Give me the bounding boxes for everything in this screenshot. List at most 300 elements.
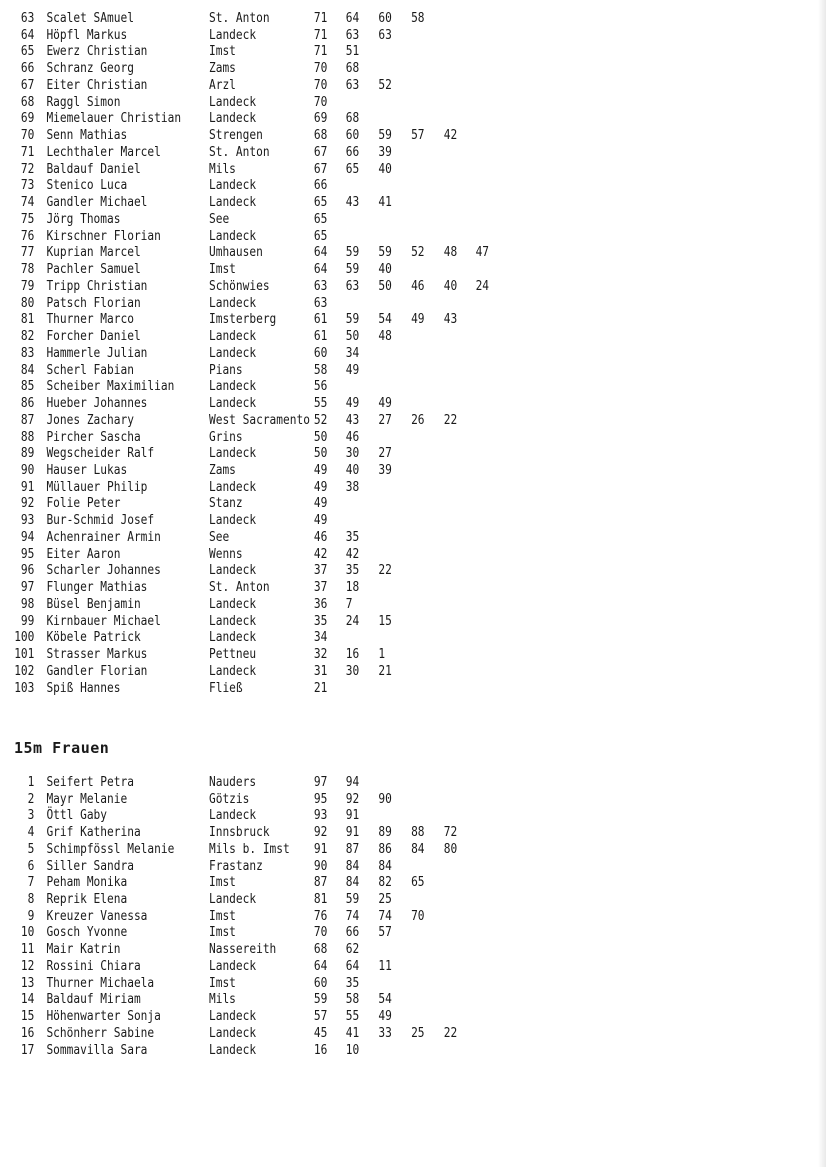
score-cell: 58 [313, 362, 328, 378]
athlete-name: Scalet SAmuel [46, 11, 134, 26]
score-cell: 70 [313, 77, 328, 93]
score-cell: 84 [345, 858, 360, 874]
score-cell: 57 [313, 1009, 328, 1025]
athlete-name: Stenico Luca [46, 178, 128, 194]
rank-cell: 8 [27, 892, 35, 908]
rank-cell: 3 [27, 808, 35, 824]
score-cell: 37 [313, 563, 328, 579]
club-name: Nauders [208, 775, 257, 790]
score-cell: 55 [313, 396, 328, 412]
athlete-name: Sommavilla Sara [46, 1042, 148, 1058]
score-cell: 59 [313, 992, 328, 1008]
athlete-name: Baldauf Miriam [46, 992, 141, 1008]
rank-cell: 87 [20, 412, 35, 428]
club-name: Mils [208, 161, 236, 177]
score-cell: 37 [313, 580, 328, 596]
score-cell: 35 [313, 613, 328, 629]
score-cell: 97 [313, 775, 328, 790]
score-cell: 50 [378, 278, 392, 294]
score-cell: 64 [313, 958, 328, 974]
score-cell: 25 [411, 1025, 425, 1041]
rank-cell: 14 [20, 992, 35, 1008]
club-name: Landeck [208, 379, 257, 395]
athlete-name: Gandler Michael [46, 195, 148, 211]
score-cell: 11 [378, 958, 392, 974]
score-cell: 90 [378, 791, 392, 807]
score-cell: 41 [378, 195, 392, 211]
score-cell: 63 [345, 77, 360, 93]
club-name: Landeck [208, 513, 257, 529]
club-name: Fließ [208, 680, 243, 696]
score-cell: 60 [313, 345, 328, 361]
rank-cell: 65 [20, 44, 35, 60]
athlete-name: Eiter Christian [46, 77, 148, 93]
score-cell: 27 [378, 412, 392, 428]
club-name: Innsbruck [208, 825, 270, 841]
score-cell: 87 [345, 841, 360, 857]
rank-cell: 16 [20, 1025, 35, 1041]
athlete-name: Scherl Fabian [46, 362, 134, 378]
score-cell: 40 [345, 462, 360, 478]
athlete-name: Strasser Markus [46, 647, 148, 663]
rank-cell: 1 [27, 775, 35, 790]
club-name: West Sacramento [208, 412, 310, 428]
club-name: Landeck [208, 958, 257, 974]
score-cell: 10 [345, 1042, 360, 1058]
athlete-name: Büsel Benjamin [46, 596, 141, 612]
score-cell: 84 [378, 858, 392, 874]
rank-cell: 63 [20, 11, 35, 26]
rank-cell: 91 [20, 479, 35, 495]
score-cell: 33 [378, 1025, 392, 1041]
score-cell: 59 [345, 312, 360, 328]
score-cell: 49 [411, 312, 425, 328]
club-name: Landeck [208, 195, 257, 211]
rank-cell: 11 [20, 942, 35, 958]
score-cell: 84 [345, 875, 360, 891]
club-name: Imst [208, 908, 236, 924]
athlete-name: Höpfl Markus [46, 27, 128, 43]
score-cell: 61 [313, 312, 328, 328]
club-name: Imst [208, 262, 236, 278]
score-cell: 65 [313, 211, 328, 227]
score-cell: 65 [313, 195, 328, 211]
club-name: St. Anton [208, 11, 270, 26]
club-name: Landeck [208, 630, 257, 646]
score-cell: 35 [345, 975, 360, 991]
score-cell: 72 [443, 825, 458, 841]
club-name: Zams [208, 462, 236, 478]
athlete-name: Mayr Melanie [46, 791, 128, 807]
score-cell: 30 [345, 663, 360, 679]
club-name: St. Anton [208, 580, 270, 596]
athlete-name: Pircher Sascha [46, 429, 141, 445]
score-cell: 61 [313, 329, 328, 345]
athlete-name: Miemelauer Christian [46, 111, 182, 127]
club-name: Landeck [208, 892, 257, 908]
rank-cell: 97 [20, 580, 35, 596]
score-cell: 46 [313, 529, 328, 545]
score-cell: 94 [345, 775, 360, 790]
score-cell: 51 [345, 44, 360, 60]
athlete-name: Rossini Chiara [46, 958, 141, 974]
athlete-name: Raggl Simon [46, 94, 121, 110]
rank-cell: 72 [20, 161, 35, 177]
rank-cell: 6 [27, 858, 35, 874]
club-name: Landeck [208, 27, 257, 43]
athlete-name: Achenrainer Armin [46, 529, 161, 545]
score-cell: 49 [313, 479, 328, 495]
score-cell: 68 [345, 61, 360, 77]
rank-cell: 73 [20, 178, 35, 194]
rank-cell: 7 [27, 875, 35, 891]
score-cell: 92 [345, 791, 360, 807]
club-name: See [208, 211, 230, 227]
score-cell: 15 [378, 613, 392, 629]
score-cell: 91 [345, 825, 360, 841]
score-cell: 31 [313, 663, 328, 679]
rank-cell: 92 [20, 496, 35, 512]
rank-cell: 90 [20, 462, 35, 478]
women-section-title: 15m Frauen [14, 739, 110, 757]
score-cell: 74 [378, 908, 392, 924]
rank-cell: 17 [20, 1042, 35, 1058]
score-cell: 21 [378, 663, 392, 679]
rank-cell: 82 [20, 329, 35, 345]
score-cell: 70 [411, 908, 425, 924]
athlete-name: Hauser Lukas [46, 462, 128, 478]
athlete-name: Mair Katrin [46, 942, 121, 958]
score-cell: 80 [443, 841, 458, 857]
score-cell: 82 [378, 875, 392, 891]
club-name: See [208, 529, 230, 545]
score-cell: 59 [378, 245, 392, 261]
athlete-name: Scharler Johannes [46, 563, 161, 579]
score-cell: 26 [411, 412, 425, 428]
club-name: Nassereith [208, 942, 277, 958]
score-cell: 63 [378, 27, 392, 43]
club-name: Landeck [208, 563, 257, 579]
athlete-name: Jörg Thomas [46, 211, 121, 227]
club-name: Landeck [208, 446, 257, 462]
athlete-name: Bur-Schmid Josef [46, 513, 155, 529]
rank-cell: 9 [27, 908, 35, 924]
score-cell: 22 [443, 1025, 458, 1041]
athlete-name: Kreuzer Vanessa [46, 908, 148, 924]
score-cell: 65 [411, 875, 425, 891]
score-cell: 49 [345, 362, 360, 378]
rank-cell: 67 [20, 77, 35, 93]
score-cell: 66 [345, 144, 360, 160]
score-cell: 76 [313, 908, 328, 924]
rank-cell: 69 [20, 111, 35, 127]
score-cell: 52 [378, 77, 392, 93]
score-cell: 64 [345, 958, 360, 974]
rank-cell: 12 [20, 958, 35, 974]
rank-cell: 68 [20, 94, 35, 110]
score-cell: 40 [443, 278, 458, 294]
score-cell: 47 [475, 245, 490, 261]
rank-cell: 93 [20, 513, 35, 529]
score-cell: 40 [378, 262, 392, 278]
athlete-name: Hueber Johannes [46, 396, 148, 412]
rank-cell: 4 [27, 825, 35, 841]
athlete-name: Folie Peter [46, 496, 121, 512]
rank-cell: 95 [20, 546, 35, 562]
athlete-name: Schimpfössl Melanie [46, 841, 175, 857]
score-cell: 18 [345, 580, 360, 596]
score-cell: 30 [345, 446, 360, 462]
rank-cell: 96 [20, 563, 35, 579]
score-cell: 58 [411, 11, 425, 26]
athlete-name: Gosch Yvonne [46, 925, 128, 941]
club-name: Schönwies [208, 278, 270, 294]
score-cell: 68 [313, 942, 328, 958]
score-cell: 1 [378, 647, 386, 663]
athlete-name: Köbele Patrick [46, 630, 141, 646]
athlete-name: Höhenwarter Sonja [46, 1009, 161, 1025]
club-name: Landeck [208, 329, 257, 345]
score-cell: 64 [313, 245, 328, 261]
rank-cell: 103 [14, 680, 35, 696]
club-name: Landeck [208, 345, 257, 361]
rank-cell: 94 [20, 529, 35, 545]
score-cell: 22 [443, 412, 458, 428]
score-cell: 64 [313, 262, 328, 278]
athlete-name: Hammerle Julian [46, 345, 148, 361]
score-cell: 63 [313, 278, 328, 294]
athlete-name: Gandler Florian [46, 663, 148, 679]
score-cell: 70 [313, 61, 328, 77]
score-cell: 90 [313, 858, 328, 874]
score-cell: 24 [345, 613, 360, 629]
athlete-name: Senn Mathias [46, 128, 128, 144]
score-cell: 87 [313, 875, 328, 891]
score-cell: 42 [313, 546, 328, 562]
rank-cell: 81 [20, 312, 35, 328]
score-cell: 68 [345, 111, 360, 127]
rank-cell: 88 [20, 429, 35, 445]
athlete-name: Wegscheider Ralf [46, 446, 155, 462]
rank-cell: 74 [20, 195, 35, 211]
score-cell: 7 [345, 596, 353, 612]
score-cell: 46 [411, 278, 425, 294]
athlete-name: Tripp Christian [46, 278, 148, 294]
score-cell: 89 [378, 825, 392, 841]
club-name: Mils [208, 992, 236, 1008]
club-name: Landeck [208, 613, 257, 629]
club-name: Landeck [208, 111, 257, 127]
score-cell: 69 [313, 111, 328, 127]
score-cell: 55 [345, 1009, 360, 1025]
score-cell: 92 [313, 825, 328, 841]
rank-cell: 83 [20, 345, 35, 361]
rank-cell: 13 [20, 975, 35, 991]
rank-cell: 10 [20, 925, 35, 941]
club-name: Landeck [208, 1009, 257, 1025]
score-cell: 48 [443, 245, 458, 261]
club-name: Umhausen [208, 245, 263, 261]
athlete-name: Kirschner Florian [46, 228, 161, 244]
score-cell: 60 [378, 11, 392, 26]
club-name: Landeck [208, 808, 257, 824]
score-cell: 16 [313, 1042, 328, 1058]
rank-cell: 100 [14, 630, 35, 646]
score-cell: 64 [345, 11, 360, 26]
score-cell: 49 [345, 396, 360, 412]
score-cell: 71 [313, 11, 328, 26]
athlete-name: Eiter Aaron [46, 546, 121, 562]
score-cell: 27 [378, 446, 392, 462]
athlete-name: Flunger Mathias [46, 580, 148, 596]
rank-cell: 86 [20, 396, 35, 412]
club-name: Pettneu [208, 647, 257, 663]
athlete-name: Patsch Florian [46, 295, 141, 311]
score-cell: 46 [345, 429, 360, 445]
score-cell: 38 [345, 479, 360, 495]
athlete-name: Baldauf Daniel [46, 161, 141, 177]
score-cell: 43 [345, 412, 360, 428]
rank-cell: 2 [27, 791, 35, 807]
club-name: Landeck [208, 1042, 257, 1058]
score-cell: 22 [378, 563, 392, 579]
score-cell: 39 [378, 144, 392, 160]
athlete-name: Forcher Daniel [46, 329, 141, 345]
score-cell: 59 [378, 128, 392, 144]
club-name: Imsterberg [208, 312, 277, 328]
score-cell: 48 [378, 329, 392, 345]
club-name: Stanz [208, 496, 243, 512]
score-cell: 65 [345, 161, 360, 177]
score-cell: 25 [378, 892, 392, 908]
score-cell: 81 [313, 892, 328, 908]
score-cell: 70 [313, 94, 328, 110]
club-name: Imst [208, 975, 236, 991]
club-name: St. Anton [208, 144, 270, 160]
score-cell: 36 [313, 596, 328, 612]
score-cell: 67 [313, 144, 328, 160]
club-name: Landeck [208, 396, 257, 412]
rank-cell: 80 [20, 295, 35, 311]
rank-cell: 77 [20, 245, 35, 261]
athlete-name: Öttl Gaby [46, 808, 108, 824]
athlete-name: Siller Sandra [46, 858, 134, 874]
club-name: Imst [208, 44, 236, 60]
score-cell: 91 [313, 841, 328, 857]
score-cell: 49 [313, 513, 328, 529]
score-cell: 84 [411, 841, 425, 857]
athlete-name: Thurner Michaela [46, 975, 155, 991]
score-cell: 74 [345, 908, 360, 924]
score-cell: 50 [313, 429, 328, 445]
score-cell: 45 [313, 1025, 328, 1041]
score-cell: 42 [443, 128, 458, 144]
club-name: Landeck [208, 596, 257, 612]
score-cell: 41 [345, 1025, 360, 1041]
score-cell: 21 [313, 680, 328, 696]
rank-cell: 75 [20, 211, 35, 227]
rank-cell: 99 [20, 613, 35, 629]
athlete-name: Peham Monika [46, 875, 128, 891]
athlete-name: Seifert Petra [46, 775, 134, 790]
score-cell: 43 [345, 195, 360, 211]
rank-cell: 64 [20, 27, 35, 43]
score-cell: 70 [313, 925, 328, 941]
score-cell: 49 [378, 396, 392, 412]
score-cell: 66 [313, 178, 328, 194]
athlete-name: Ewerz Christian [46, 44, 148, 60]
score-cell: 93 [313, 808, 328, 824]
score-cell: 86 [378, 841, 392, 857]
club-name: Wenns [208, 546, 243, 562]
rank-cell: 98 [20, 596, 35, 612]
club-name: Landeck [208, 295, 257, 311]
score-cell: 32 [313, 647, 328, 663]
athlete-name: Thurner Marco [46, 312, 134, 328]
score-cell: 49 [313, 462, 328, 478]
score-cell: 50 [313, 446, 328, 462]
score-cell: 58 [345, 992, 360, 1008]
club-name: Zams [208, 61, 236, 77]
score-cell: 35 [345, 529, 360, 545]
club-name: Landeck [208, 479, 257, 495]
score-cell: 43 [443, 312, 458, 328]
score-cell: 49 [378, 1009, 392, 1025]
club-name: Götzis [208, 791, 250, 807]
score-cell: 57 [378, 925, 392, 941]
club-name: Mils b. Imst [208, 841, 290, 857]
score-cell: 34 [313, 630, 328, 646]
score-cell: 52 [313, 412, 328, 428]
rank-cell: 89 [20, 446, 35, 462]
score-cell: 54 [378, 992, 392, 1008]
score-cell: 59 [345, 892, 360, 908]
score-cell: 63 [345, 278, 360, 294]
rank-cell: 78 [20, 262, 35, 278]
score-cell: 49 [313, 496, 328, 512]
score-cell: 95 [313, 791, 328, 807]
score-cell: 42 [345, 546, 360, 562]
score-cell: 52 [411, 245, 425, 261]
score-cell: 24 [475, 278, 490, 294]
club-name: Landeck [208, 228, 257, 244]
athlete-name: Kirnbauer Michael [46, 613, 161, 629]
rank-cell: 76 [20, 228, 35, 244]
rank-cell: 66 [20, 61, 35, 77]
score-cell: 91 [345, 808, 360, 824]
club-name: Frastanz [208, 858, 263, 874]
score-cell: 34 [345, 345, 360, 361]
score-cell: 68 [313, 128, 328, 144]
athlete-name: Müllauer Philip [46, 479, 148, 495]
rank-cell: 84 [20, 362, 35, 378]
club-name: Strengen [208, 128, 263, 144]
club-name: Pians [208, 362, 243, 378]
score-cell: 60 [313, 975, 328, 991]
club-name: Landeck [208, 663, 257, 679]
rank-cell: 15 [20, 1009, 35, 1025]
score-cell: 71 [313, 44, 328, 60]
club-name: Landeck [208, 178, 257, 194]
score-cell: 66 [345, 925, 360, 941]
score-cell: 88 [411, 825, 425, 841]
athlete-name: Spiß Hannes [46, 680, 121, 696]
club-name: Arzl [208, 77, 236, 93]
score-cell: 56 [313, 379, 328, 395]
score-cell: 39 [378, 462, 392, 478]
rank-cell: 102 [14, 663, 35, 679]
athlete-name: Scheiber Maximilian [46, 379, 175, 395]
